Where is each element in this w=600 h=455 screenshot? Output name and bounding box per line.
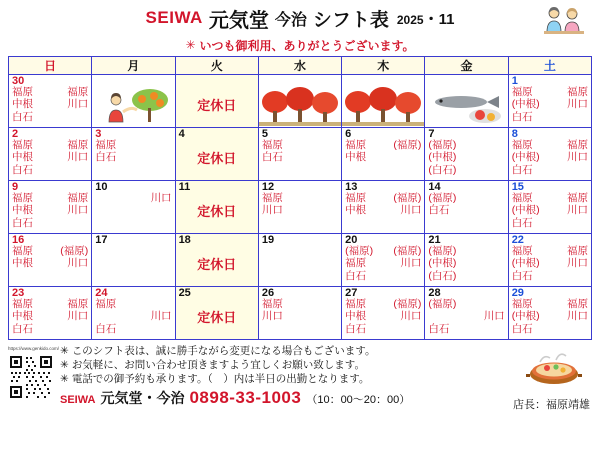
staff-name-row: [428, 245, 504, 257]
staff-name: 川口: [567, 98, 588, 111]
staff-name: 白石: [345, 322, 367, 335]
day-number: 2: [12, 128, 19, 140]
day-number: 26: [261, 287, 275, 299]
calendar-day-cell[interactable]: [9, 287, 92, 340]
day-number: 16: [12, 234, 25, 246]
day-number: 7: [428, 128, 435, 140]
staff-name-row: [512, 270, 588, 282]
staff-name: 中根: [12, 310, 33, 323]
staff-name-row: [12, 111, 88, 123]
day-number: 10: [95, 181, 108, 193]
closed-day-label: 定休日: [197, 151, 237, 166]
staff-name-list: [425, 139, 507, 176]
staff-name: 福原: [12, 245, 33, 257]
staff-name-list: [425, 298, 507, 335]
staff-name: 白石: [511, 322, 533, 335]
staff-name-row: [345, 151, 421, 163]
staff-name-list: [259, 192, 341, 217]
staff-name-row: [428, 298, 504, 310]
day-number: 1: [511, 75, 518, 87]
staff-name-row: [95, 298, 171, 310]
staff-name: 川口: [67, 310, 89, 323]
brand-seiwa: SEIWA: [145, 8, 203, 27]
calendar-day-cell[interactable]: [92, 75, 175, 128]
closed-day-label: 定休日: [197, 204, 237, 219]
calendar-day-cell[interactable]: [9, 75, 92, 128]
staff-name-row: [12, 192, 88, 204]
staff-name-row: [262, 298, 338, 310]
staff-name: 川口: [567, 257, 588, 270]
staff-name-row: [345, 323, 421, 335]
day-number: 20: [345, 234, 358, 246]
footer-note-1: [60, 344, 375, 358]
staff-name: 白石: [345, 269, 367, 282]
staff-name: (福原): [60, 245, 89, 257]
staff-name-row: [512, 217, 588, 229]
staff-name-row: [345, 310, 421, 322]
note-star-icon-3: ✳: [60, 373, 69, 385]
staff-name: 川口: [150, 192, 172, 204]
staff-name: (中根): [428, 151, 457, 164]
calendar-day-cell[interactable]: [425, 181, 508, 234]
note-star-icon-2: ✳: [60, 359, 69, 371]
day-number: 14: [428, 181, 441, 193]
staff-name: 福原: [567, 192, 588, 204]
staff-name-row: [262, 204, 338, 216]
staff-name: 白石: [511, 269, 533, 282]
staff-name: (中根): [428, 257, 457, 270]
staff-name: 福原: [12, 86, 33, 98]
staff-name-row: [95, 323, 171, 335]
calendar-day-cell[interactable]: [508, 75, 591, 128]
staff-name: 川口: [400, 310, 422, 323]
staff-name: (福原): [393, 192, 422, 204]
day-number: 6: [345, 128, 352, 140]
staff-name: 中根: [12, 151, 33, 164]
staff-name: (中根): [511, 310, 540, 323]
staff-name-row: [428, 139, 504, 151]
staff-name-row: [512, 111, 588, 123]
manager-name: 店長：福原靖雄: [513, 399, 590, 411]
day-number: 30: [12, 75, 25, 87]
staff-name-row: [12, 217, 88, 229]
staff-name-row: [345, 270, 421, 282]
day-number: 22: [511, 234, 524, 246]
staff-name-row: [512, 164, 588, 176]
staff-name-row: [262, 192, 338, 204]
staff-name: (中根): [511, 151, 540, 164]
staff-name-row: [512, 257, 588, 269]
staff-name: (白石): [428, 269, 457, 282]
staff-name: 福原: [67, 86, 89, 98]
calendar-day-cell[interactable]: [425, 287, 508, 340]
nabe-food-icon: [522, 344, 586, 386]
calendar-day-cell[interactable]: [508, 287, 591, 340]
staff-name: 白石: [511, 216, 533, 229]
notice-star-icon: ✳: [185, 38, 196, 52]
staff-name-list: [342, 139, 424, 164]
staff-name: 川口: [261, 204, 283, 217]
staff-name: 川口: [400, 204, 422, 217]
staff-name-row: [428, 270, 504, 282]
staff-name-row: [428, 151, 504, 163]
staff-name-row: [262, 139, 338, 151]
staff-name: 中根: [345, 204, 367, 217]
staff-name: 川口: [67, 204, 89, 217]
staff-name: 福原: [567, 139, 588, 151]
staff-name: 中根: [12, 257, 33, 270]
day-number: 12: [261, 181, 275, 193]
calendar-day-cell[interactable]: [508, 128, 591, 181]
autumn-tree-art: [342, 86, 424, 126]
closed-day-label: 定休日: [197, 257, 237, 272]
staff-name-row: [512, 245, 588, 257]
staff-name: 川口: [567, 204, 588, 217]
footer-note-text-3: 電話での御予約も承ります。（ ）内は半日の出勤となります。: [71, 373, 370, 385]
brand-genkido: 元気堂: [208, 9, 269, 32]
staff-name: 福原: [511, 298, 533, 310]
weekday-header-wed: 水: [258, 57, 341, 75]
contact-store-name: 元気堂・今治: [100, 390, 185, 406]
contact-brand-seiwa: SEIWA: [60, 394, 96, 406]
calendar-day-cell[interactable]: [508, 234, 591, 287]
staff-name: 川口: [567, 310, 588, 323]
staff-name-list: [509, 192, 591, 229]
day-number: 5: [261, 128, 268, 140]
notice-text: いつも御利用、ありがとうございます。: [199, 38, 415, 53]
calendar-day-cell[interactable]: [92, 181, 175, 234]
calendar-day-cell[interactable]: [425, 75, 508, 128]
staff-name-list: [342, 192, 424, 217]
calendar-day-cell[interactable]: [425, 128, 508, 181]
staff-name: 川口: [150, 310, 172, 323]
staff-name: 福原: [95, 139, 117, 151]
footer-note-text-2: お気軽に、お問い合わせ頂きますよう宜しくお願い致します。: [71, 359, 365, 371]
staff-name: (福原): [393, 298, 422, 310]
closed-day-label: 定休日: [197, 98, 237, 113]
staff-name-row: [345, 192, 421, 204]
staff-name: 福原: [261, 192, 283, 204]
business-hours: （10：00～20：00）: [306, 394, 411, 406]
calendar-day-cell[interactable]: [92, 128, 175, 181]
page-title: シフト表: [312, 9, 389, 31]
staff-name: 福原: [261, 298, 283, 310]
day-number: 21: [428, 234, 441, 246]
month-label: 11: [438, 10, 455, 28]
staff-name: 中根: [345, 151, 367, 164]
staff-name: (福原): [345, 245, 374, 257]
staff-name: (福原): [393, 139, 422, 151]
staff-name-list: [92, 139, 174, 164]
staff-name-row: [512, 298, 588, 310]
staff-name-row: [12, 310, 88, 322]
day-number: 13: [345, 181, 358, 193]
staff-name-list: [9, 245, 91, 270]
calendar-day-cell[interactable]: [175, 234, 258, 287]
staff-name: 白石: [95, 151, 117, 164]
staff-name-list: [9, 298, 91, 335]
day-number: 15: [511, 181, 524, 193]
day-number: 23: [12, 287, 25, 299]
staff-name-row: [512, 310, 588, 322]
calendar-day-cell[interactable]: [508, 181, 591, 234]
staff-name-list: [92, 298, 174, 335]
staff-name: 川口: [567, 151, 588, 164]
staff-name-row: [12, 298, 88, 310]
staff-name: 白石: [12, 163, 33, 176]
staff-name: 白石: [428, 204, 450, 217]
year-label: 2025: [396, 12, 424, 27]
staff-name-row: [512, 204, 588, 216]
calendar-table: [8, 56, 592, 340]
staff-name-row: [428, 164, 504, 176]
staff-name: 福原: [345, 192, 367, 204]
grilled-fish-art: [425, 86, 507, 126]
persimmon-art: [92, 86, 174, 126]
staff-name: (中根): [511, 204, 540, 217]
weekday-header-sun: 日: [9, 57, 92, 75]
staff-name: 福原: [511, 139, 533, 151]
calendar-day-cell[interactable]: [342, 287, 425, 340]
staff-name: 福原: [345, 139, 367, 151]
staff-name: 白石: [261, 151, 283, 164]
calendar-day-cell[interactable]: [175, 75, 258, 128]
calendar-day-cell[interactable]: [9, 181, 92, 234]
staff-name-row: [12, 204, 88, 216]
staff-name-list: [92, 192, 174, 204]
calendar-week-row: [9, 75, 592, 128]
calendar-week-row: [9, 287, 592, 340]
staff-name-list: [342, 245, 424, 282]
year-month: [397, 8, 455, 29]
staff-name: 福原: [261, 139, 283, 151]
staff-name: 福原: [12, 192, 33, 204]
calendar-day-cell[interactable]: [9, 128, 92, 181]
staff-name-row: [512, 86, 588, 98]
calendar-day-cell[interactable]: [258, 75, 341, 128]
phone-number[interactable]: 0898-33-1003: [189, 388, 302, 407]
staff-name-row: [345, 245, 421, 257]
staff-name-row: [512, 139, 588, 151]
staff-name: 福原: [567, 245, 588, 257]
staff-name: 川口: [261, 310, 283, 323]
calendar-day-cell[interactable]: [342, 181, 425, 234]
staff-name: 福原: [567, 298, 588, 310]
calendar-day-cell[interactable]: [258, 287, 341, 340]
calendar-day-cell[interactable]: [175, 287, 258, 340]
staff-name: 福原: [511, 245, 533, 257]
staff-name-row: [12, 98, 88, 110]
staff-name: (福原): [393, 245, 422, 257]
staff-name: 川口: [400, 257, 422, 270]
weekday-header-tue: 火: [175, 57, 258, 75]
staff-name-row: [512, 98, 588, 110]
staff-name: 白石: [95, 322, 117, 335]
staff-name-row: [12, 139, 88, 151]
staff-name: 川口: [67, 98, 89, 111]
staff-name: 中根: [345, 310, 367, 323]
calendar-week-row: [9, 128, 592, 181]
staff-name: (白石): [428, 163, 457, 176]
staff-name-row: [12, 164, 88, 176]
autumn-tree-art: [259, 86, 341, 126]
day-number: 3: [95, 128, 102, 140]
staff-name-row: [12, 151, 88, 163]
staff-name: 福原: [95, 298, 117, 310]
staff-name: 川口: [67, 151, 89, 164]
calendar-day-cell[interactable]: [9, 234, 92, 287]
staff-name-list: [425, 245, 507, 282]
staff-name: (中根): [511, 257, 540, 270]
two-people-icon: [534, 2, 592, 36]
notice-bar: [0, 36, 600, 54]
staff-name-list: [259, 139, 341, 164]
staff-name-row: [512, 192, 588, 204]
staff-name-row: [428, 323, 504, 335]
day-number: 28: [428, 287, 441, 299]
staff-name-row: [428, 310, 504, 322]
calendar-week-row: [9, 234, 592, 287]
day-number: 11: [178, 181, 191, 193]
footer-notes: [60, 344, 375, 386]
day-number: 29: [511, 287, 524, 299]
contact-line: [60, 388, 410, 408]
calendar-day-cell[interactable]: [258, 181, 341, 234]
staff-name: (福原): [428, 139, 457, 151]
staff-name: 白石: [428, 322, 450, 335]
staff-name: 白石: [511, 163, 533, 176]
staff-name: 福原: [567, 86, 588, 98]
store-location: 今治: [274, 11, 307, 29]
staff-name-list: [425, 192, 507, 217]
day-number: 17: [95, 234, 108, 246]
calendar-body: [9, 75, 592, 340]
calendar-day-cell[interactable]: [342, 75, 425, 128]
day-number: 19: [261, 234, 275, 246]
staff-name: 福原: [12, 139, 33, 151]
calendar-day-cell[interactable]: [258, 234, 341, 287]
staff-name-row: [512, 323, 588, 335]
staff-name-row: [12, 245, 88, 257]
day-number: 24: [95, 287, 108, 299]
staff-name-row: [12, 257, 88, 269]
staff-name: 白石: [12, 216, 33, 229]
calendar-day-cell[interactable]: [342, 128, 425, 181]
staff-name-list: [9, 86, 91, 123]
staff-name-row: [95, 151, 171, 163]
staff-name: 福原: [345, 257, 367, 270]
staff-name: 福原: [511, 86, 533, 98]
footer-note-3: [60, 372, 375, 386]
calendar-week-row: [9, 181, 592, 234]
calendar-day-cell[interactable]: [175, 181, 258, 234]
staff-name-list: [509, 298, 591, 335]
day-number: 4: [178, 128, 185, 140]
staff-name-row: [12, 86, 88, 98]
weekday-header-fri: 金: [425, 57, 508, 75]
calendar-day-cell[interactable]: [92, 287, 175, 340]
staff-name: (福原): [428, 245, 457, 257]
footer: [8, 344, 592, 412]
qr-code-icon[interactable]: [8, 354, 54, 400]
staff-name: 川口: [483, 310, 505, 323]
staff-name: 白石: [12, 110, 33, 123]
weekday-header-thu: 木: [342, 57, 425, 75]
staff-name-row: [95, 139, 171, 151]
day-number: 25: [178, 287, 191, 299]
staff-name-row: [428, 257, 504, 269]
staff-name: 福原: [12, 298, 33, 310]
staff-name: (福原): [428, 298, 457, 310]
calendar-day-cell[interactable]: [175, 128, 258, 181]
weekday-header-mon: 月: [92, 57, 175, 75]
staff-name-row: [345, 298, 421, 310]
staff-name-list: [342, 298, 424, 335]
weekday-header-sat: 土: [508, 57, 591, 75]
footer-note-text-1: このシフト表は、誠に勝手ながら変更になる場合もございます。: [71, 345, 376, 357]
staff-name: (中根): [511, 98, 540, 111]
staff-name-row: [345, 257, 421, 269]
staff-name-list: [9, 192, 91, 229]
footer-note-2: [60, 358, 375, 372]
calendar-day-cell[interactable]: [258, 128, 341, 181]
page-header: [0, 0, 600, 36]
day-number: 8: [511, 128, 518, 140]
staff-name-row: [512, 151, 588, 163]
weekday-header-row: [9, 57, 592, 75]
staff-name: 白石: [12, 322, 33, 335]
staff-name: 福原: [511, 192, 533, 204]
staff-name: 福原: [67, 192, 89, 204]
staff-name-row: [262, 151, 338, 163]
staff-name: (福原): [428, 192, 457, 204]
calendar-day-cell[interactable]: [92, 234, 175, 287]
staff-name: 川口: [67, 257, 89, 270]
note-star-icon-1: ✳: [60, 345, 69, 357]
staff-name-row: [95, 310, 171, 322]
calendar-day-cell[interactable]: [425, 234, 508, 287]
staff-name-list: [259, 298, 341, 323]
staff-name-row: [428, 192, 504, 204]
staff-name: 中根: [12, 204, 33, 217]
staff-name: 中根: [12, 98, 33, 111]
staff-name: 白石: [511, 110, 533, 123]
day-number: 27: [345, 287, 358, 299]
staff-name-row: [12, 323, 88, 335]
staff-name-row: [345, 139, 421, 151]
staff-name: 福原: [67, 139, 89, 151]
staff-name-list: [509, 139, 591, 176]
staff-name-list: [9, 139, 91, 176]
staff-name-list: [509, 245, 591, 282]
ym-dot: ・: [423, 10, 439, 28]
staff-name-row: [345, 204, 421, 216]
calendar-day-cell[interactable]: [342, 234, 425, 287]
staff-name-row: [95, 192, 171, 204]
staff-name: 福原: [67, 298, 89, 310]
qr-caption: https://www.genkido.com/: [8, 346, 60, 351]
day-number: 18: [178, 234, 191, 246]
staff-name-list: [509, 86, 591, 123]
closed-day-label: 定休日: [197, 310, 237, 325]
day-number: 9: [12, 181, 19, 193]
staff-name-row: [262, 310, 338, 322]
staff-name-row: [428, 204, 504, 216]
staff-name: 福原: [345, 298, 367, 310]
